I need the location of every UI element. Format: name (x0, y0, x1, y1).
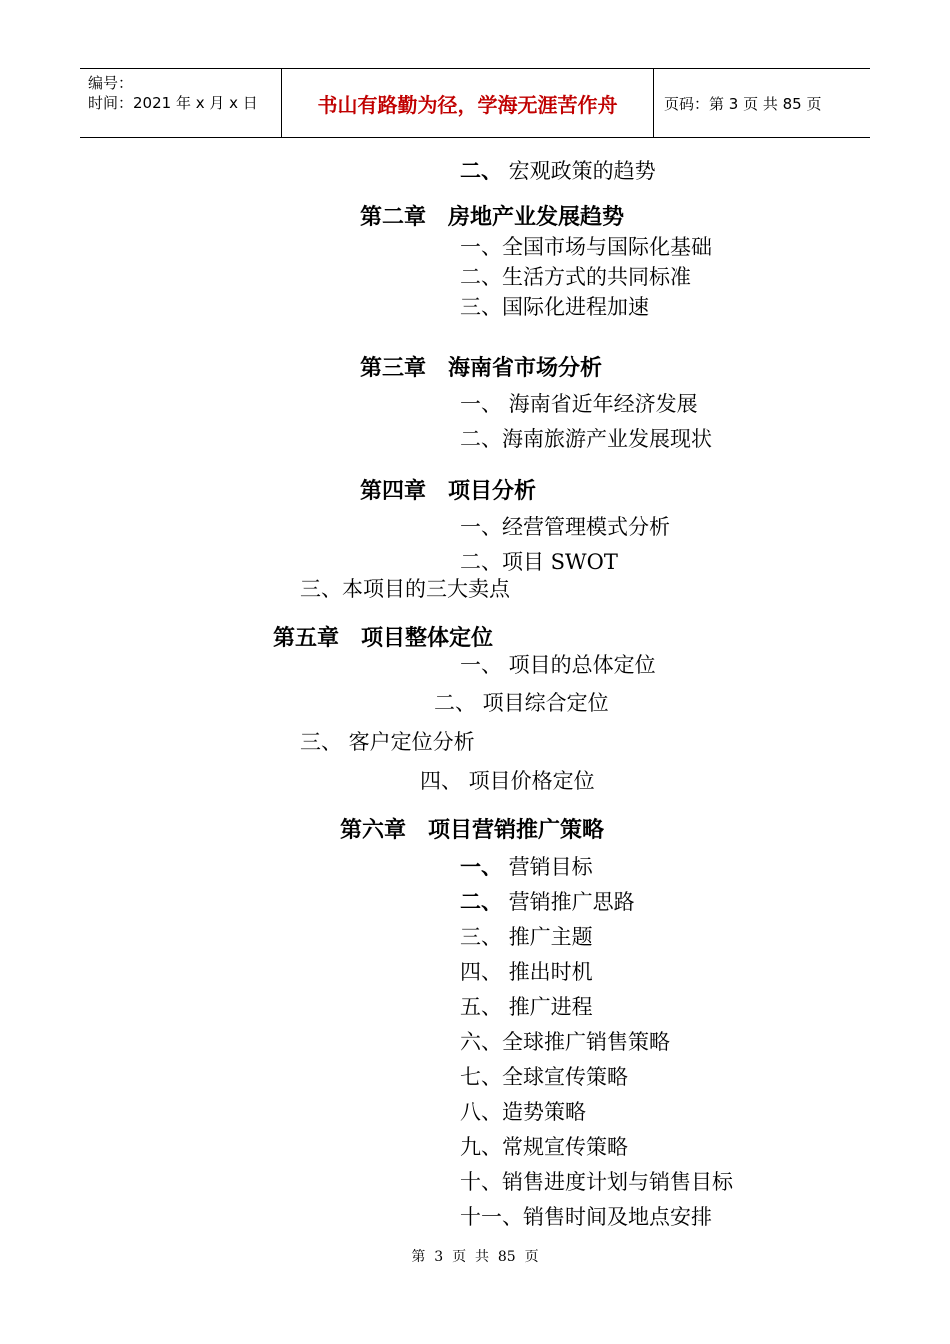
toc-item: 十、销售进度计划与销售目标 (460, 1170, 733, 1194)
page-header (80, 68, 870, 138)
toc-item: 十一、销售时间及地点安排 (460, 1205, 712, 1229)
header-motto: 书山有路勤为径，学海无涯苦作舟 (282, 69, 654, 137)
toc-item: 二、 项目综合定位 (434, 691, 609, 715)
header-meta-cell (80, 69, 282, 137)
toc-item: 一、经营管理模式分析 (460, 515, 670, 539)
toc-item: 三、国际化进程加速 (460, 295, 649, 319)
number-label: 编号： (88, 74, 134, 92)
toc-item: 八、造势策略 (460, 1100, 586, 1124)
toc-item-text: 宏观政策的趋势 (502, 159, 656, 183)
chapter-heading: 第四章 项目分析 (360, 478, 537, 504)
toc-item: 四、 推出时机 (460, 960, 593, 984)
toc-item: 一、全国市场与国际化基础 (460, 235, 712, 259)
toc-item: 九、常规宣传策略 (460, 1135, 628, 1159)
page-footer: 第 3 页 共 85 页 (411, 1249, 539, 1265)
toc-item: 三、 客户定位分析 (300, 730, 475, 754)
toc-item-text: 营销推广思路 (502, 890, 635, 914)
toc-item: 二、生活方式的共同标准 (460, 265, 691, 289)
toc-item: 一、 项目的总体定位 (460, 653, 656, 677)
toc-item-text: 营销目标 (502, 855, 593, 879)
toc-item-number: 二、 (460, 889, 502, 914)
toc-item: 三、 推广主题 (460, 925, 593, 949)
chapter-heading: 第六章 项目营销推广策略 (340, 817, 605, 843)
chapter-heading: 第三章 海南省市场分析 (360, 355, 603, 381)
toc-item (460, 853, 593, 881)
toc-item: 二、海南旅游产业发展现状 (460, 427, 712, 451)
toc-item: 三、本项目的三大卖点 (300, 577, 510, 601)
toc-item-number: 一、 (460, 854, 502, 879)
toc-item: 五、 推广进程 (460, 995, 593, 1019)
toc-item (460, 888, 635, 916)
time-label: 时间：2021 年 x 月 x 日 (88, 94, 258, 112)
toc-item: 七、全球宣传策略 (460, 1065, 628, 1089)
toc-item-number: 二、 (460, 158, 502, 183)
toc-item: 一、 海南省近年经济发展 (460, 392, 698, 416)
toc-item: 四、 项目价格定位 (420, 769, 595, 793)
chapter-heading: 第二章 房地产业发展趋势 (360, 204, 625, 230)
toc-item: 二、项目 SWOT (460, 550, 618, 574)
header-page-info: 页码：第 3 页 共 85 页 (664, 94, 822, 113)
chapter-heading: 第五章 项目整体定位 (273, 625, 494, 651)
toc-item: 六、全球推广销售策略 (460, 1030, 670, 1054)
toc-item (460, 157, 656, 185)
